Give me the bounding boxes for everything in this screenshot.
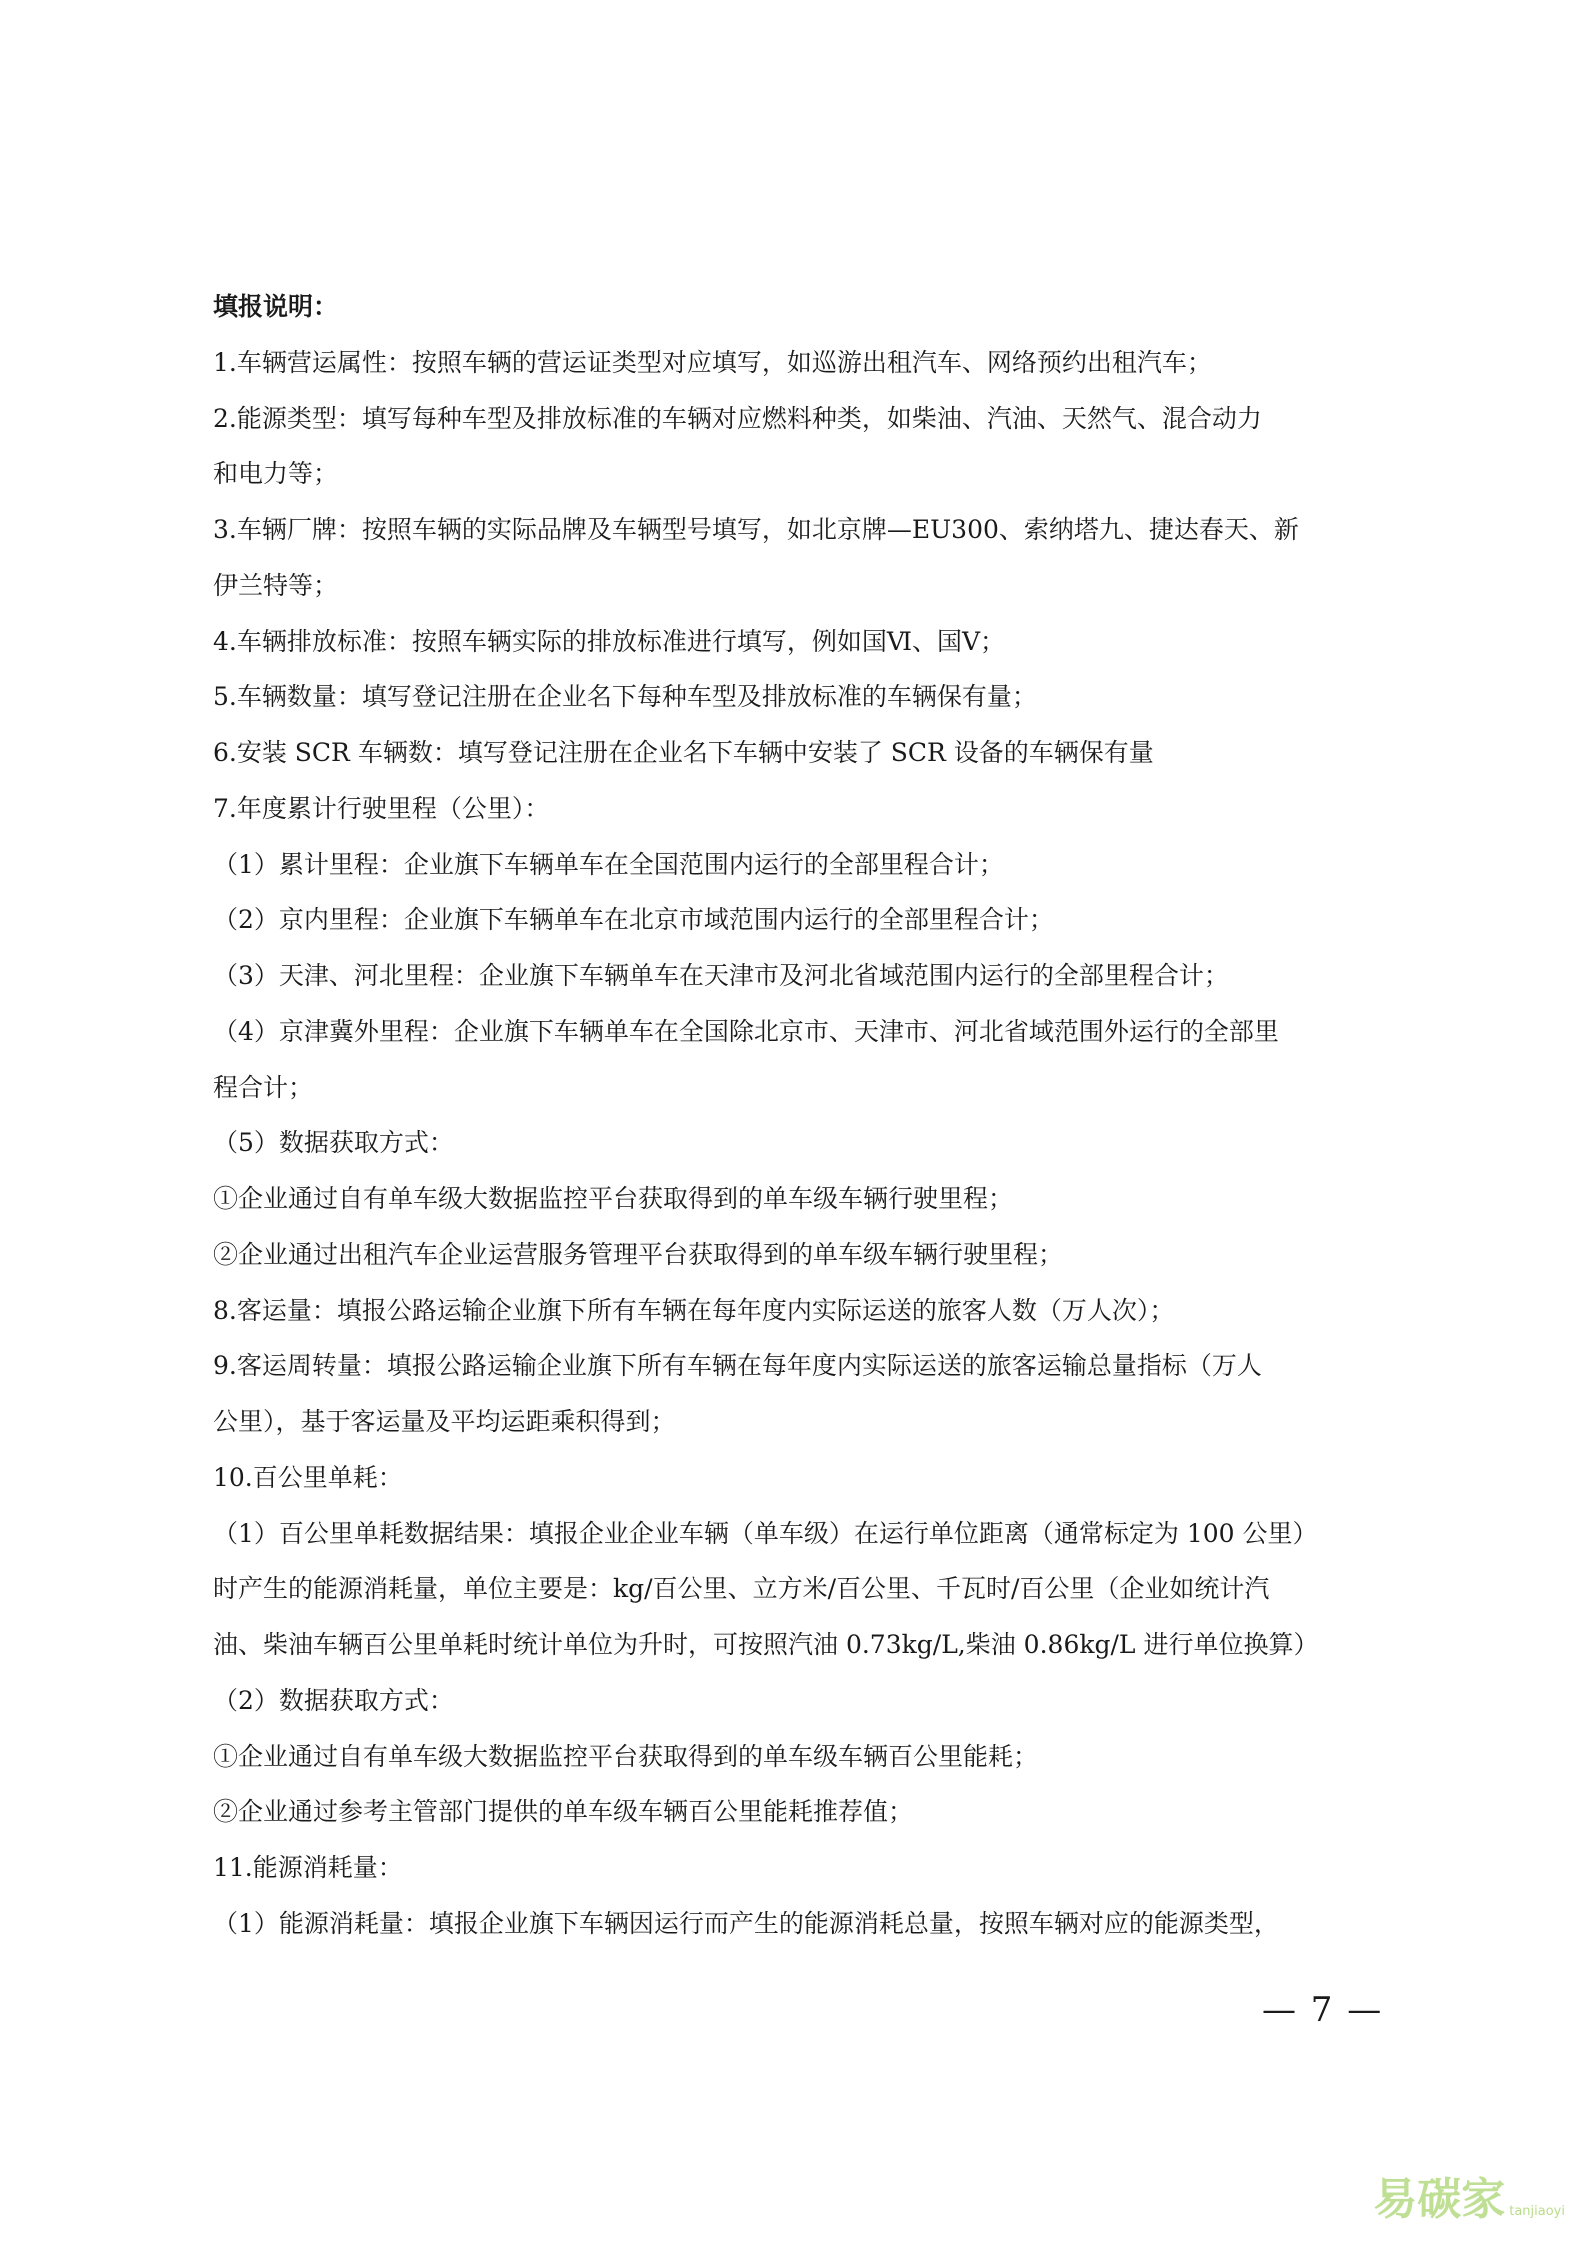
instruction-line: 8.客运量：填报公路运输企业旗下所有车辆在每年度内实际运送的旅客人数（万人次）； bbox=[213, 1295, 1175, 1325]
instruction-line: 时产生的能源消耗量，单位主要是：kg/百公里、立方米/百公里、千瓦时/百公里（企业如统计汽 bbox=[213, 1574, 1270, 1604]
instruction-line: 5.车辆数量：填写登记注册在企业名下每种车型及排放标准的车辆保有量； bbox=[213, 682, 1037, 712]
instruction-line: 和电力等； bbox=[213, 459, 339, 489]
instruction-line: （2）数据获取方式： bbox=[213, 1685, 454, 1715]
instruction-line: ②企业通过参考主管部门提供的单车级车辆百公里能耗推荐值； bbox=[213, 1797, 914, 1827]
instruction-line: 11.能源消耗量： bbox=[213, 1853, 403, 1882]
instruction-line: （2）京内里程：企业旗下车辆单车在北京市域范围内运行的全部里程合计； bbox=[213, 905, 1054, 935]
document-heading: 填报说明： bbox=[213, 292, 339, 321]
instruction-line: 程合计； bbox=[213, 1072, 314, 1102]
instruction-line: 6.安装 SCR 车辆数：填写登记注册在企业名下车辆中安装了 SCR 设备的车辆保有量 bbox=[213, 738, 1154, 767]
page-number: — 7 — bbox=[1262, 1990, 1384, 2030]
instruction-line: 1.车辆营运属性：按照车辆的营运证类型对应填写，如巡游出租汽车、网络预约出租汽车； bbox=[213, 347, 1212, 377]
watermark-text: 易碳家 bbox=[1373, 2174, 1506, 2225]
watermark-logo bbox=[1373, 2163, 1565, 2227]
instruction-line: （1）百公里单耗数据结果：填报企业企业车辆（单车级）在运行单位距离（通常标定为 100 公里） bbox=[213, 1518, 1318, 1548]
instruction-list bbox=[213, 348, 1393, 1965]
document-body bbox=[213, 292, 1393, 1965]
instruction-line: （1）累计里程：企业旗下车辆单车在全国范围内运行的全部里程合计； bbox=[213, 849, 1004, 879]
instruction-line: （4）京津冀外里程：企业旗下车辆单车在全国除北京市、天津市、河北省域范围外运行的全部里 bbox=[213, 1016, 1279, 1046]
instruction-line: 伊兰特等； bbox=[213, 570, 339, 600]
instruction-line: ①企业通过自有单车级大数据监控平台获取得到的单车级车辆百公里能耗； bbox=[213, 1741, 1039, 1771]
instruction-line: 2.能源类型：填写每种车型及排放标准的车辆对应燃料种类，如柴油、汽油、天然气、混合动力 bbox=[213, 403, 1262, 433]
watermark-subtext: tanjiaoyi bbox=[1509, 2204, 1565, 2219]
instruction-line: ①企业通过自有单车级大数据监控平台获取得到的单车级车辆行驶里程； bbox=[213, 1184, 1014, 1213]
instruction-line: 油、柴油车辆百公里单耗时统计单位为升时，可按照汽油 0.73kg/L,柴油 0.86kg/L 进行单位换算） bbox=[213, 1630, 1319, 1659]
instruction-line: （5）数据获取方式： bbox=[213, 1128, 454, 1158]
instruction-line: 4.车辆排放标准：按照车辆实际的排放标准进行填写，例如国Ⅵ、国Ⅴ； bbox=[213, 626, 1006, 656]
instruction-line: 公里），基于客运量及平均运距乘积得到； bbox=[213, 1407, 676, 1436]
instruction-line: 9.客运周转量：填报公路运输企业旗下所有车辆在每年度内实际运送的旅客运输总量指标（万人 bbox=[213, 1351, 1262, 1381]
instruction-line: （3）天津、河北里程：企业旗下车辆单车在天津市及河北省域范围内运行的全部里程合计； bbox=[213, 961, 1229, 990]
instruction-line: 3.车辆厂牌：按照车辆的实际品牌及车辆型号填写，如北京牌—EU300、索纳塔九、捷达春天、新 bbox=[213, 515, 1299, 544]
instruction-line: （1）能源消耗量：填报企业旗下车辆因运行而产生的能源消耗总量，按照车辆对应的能源类型， bbox=[213, 1908, 1279, 1938]
instruction-line: 10.百公里单耗： bbox=[213, 1462, 403, 1492]
instruction-line: 7.年度累计行驶里程（公里）： bbox=[213, 793, 550, 823]
instruction-line: ②企业通过出租汽车企业运营服务管理平台获取得到的单车级车辆行驶里程； bbox=[213, 1239, 1064, 1269]
